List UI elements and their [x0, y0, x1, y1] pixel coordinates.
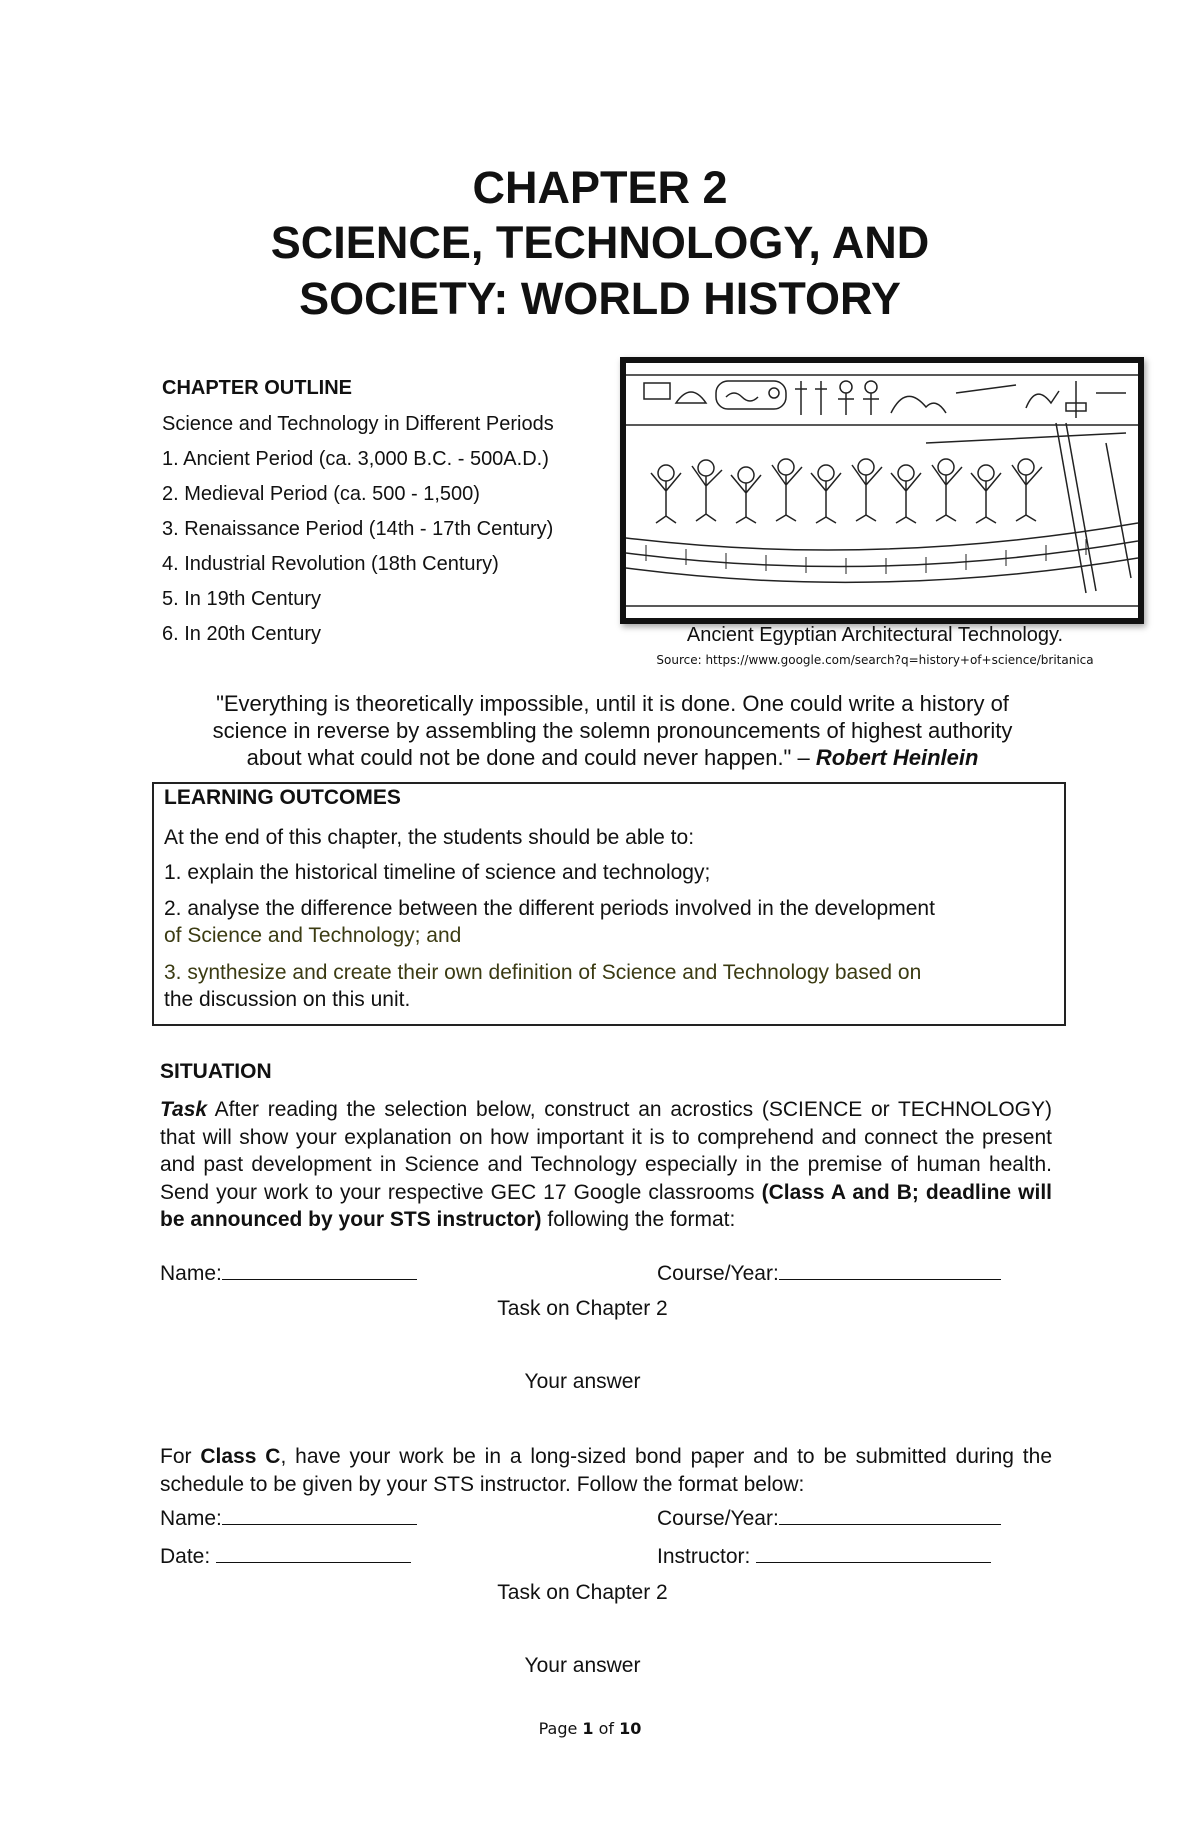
- learning-outcome-text: the discussion on this unit.: [164, 988, 411, 1011]
- course-field: [657, 1261, 1001, 1286]
- name-label: Name:: [160, 1262, 222, 1285]
- page-current: 1: [582, 1719, 594, 1738]
- task-end: following the format:: [541, 1208, 736, 1231]
- date-blank[interactable]: [216, 1544, 411, 1563]
- class-c-label: Class C: [200, 1445, 281, 1468]
- outline-heading: CHAPTER OUTLINE: [162, 377, 352, 399]
- name-field-2: [160, 1506, 417, 1531]
- instructor-label: Instructor:: [657, 1545, 757, 1568]
- outline-subheading: Science and Technology in Different Periods: [162, 413, 554, 435]
- class-c-text: , have your work be in a long-sized bond paper and to be submitted during the schedule to be given by your STS instructor. Follow the format below:: [160, 1445, 1052, 1496]
- learning-outcome-item: [164, 959, 1054, 1013]
- of-word: of: [593, 1719, 620, 1738]
- page-title-line-1: SCIENCE, TECHNOLOGY, AND: [270, 217, 930, 268]
- quote-text: about what could not be done and could never happen." –: [246, 745, 810, 770]
- learning-outcome-text: 2. analyse the difference between the different periods involved in the development: [164, 897, 935, 920]
- name-blank[interactable]: [222, 1261, 417, 1280]
- quote-line: "Everything is theoretically impossible, until it is done. One could write a history of: [216, 691, 1009, 716]
- outline-item: 2. Medieval Period (ca. 500 - 1,500): [162, 483, 480, 505]
- course-blank[interactable]: [779, 1261, 1001, 1280]
- page-title-line-2: SOCIETY: WORLD HISTORY: [299, 273, 901, 324]
- egyptian-relief-drawing: [626, 363, 1138, 618]
- page-number: [0, 1719, 1190, 1738]
- situation-heading: SITUATION: [160, 1060, 272, 1083]
- instructor-blank[interactable]: [756, 1544, 991, 1563]
- task-text: After reading the selection below, construct an acrostics (SCIENCE or TECHNOLOGY) that will show your explanation on how important it is to comprehend and connect the present and past development in Science and Technology especially in the premise of human health. Send your work to your respective GEC 17 Google classrooms: [160, 1098, 1052, 1204]
- quote-line-last: [160, 744, 1065, 771]
- page-word: Page: [538, 1719, 583, 1738]
- figure-caption: Ancient Egyptian Architectural Technology.: [686, 624, 1064, 646]
- course-field-2: [657, 1506, 1001, 1531]
- learning-outcome-item: [164, 895, 1054, 949]
- page-total: 10: [619, 1719, 642, 1738]
- figure-source: Source: https://www.google.com/search?q=history+of+science/britanica: [656, 653, 1094, 667]
- learning-outcome-item: 1. explain the historical timeline of science and technology;: [164, 861, 711, 884]
- chapter-number: CHAPTER 2: [472, 162, 728, 213]
- learning-outcomes-heading: LEARNING OUTCOMES: [164, 786, 401, 809]
- outline-item: 5. In 19th Century: [162, 588, 321, 610]
- class-c-paragraph: [160, 1443, 1052, 1498]
- outline-item: 3. Renaissance Period (14th - 17th Century): [162, 518, 554, 540]
- class-c-pre: For: [160, 1445, 201, 1468]
- task-label: Task: [160, 1098, 208, 1121]
- name-label: Name:: [160, 1507, 222, 1530]
- learning-outcome-text: 3. synthesize and create their own definition of Science and Technology based on: [164, 961, 922, 984]
- outline-item: 4. Industrial Revolution (18th Century): [162, 553, 499, 575]
- task-title: Task on Chapter 2: [497, 1297, 668, 1320]
- course-label: Course/Year:: [657, 1262, 779, 1285]
- instructor-field: [657, 1544, 991, 1569]
- learning-outcomes-box: [152, 782, 1066, 1026]
- task-title-2: Task on Chapter 2: [497, 1581, 668, 1604]
- task-paragraph: [160, 1096, 1052, 1234]
- answer-placeholder: Your answer: [524, 1370, 641, 1393]
- quote-line: science in reverse by assembling the solemn pronouncements of highest authority: [212, 718, 1013, 743]
- name-blank[interactable]: [222, 1506, 417, 1525]
- quote-author: Robert Heinlein: [815, 745, 979, 770]
- answer-placeholder-2: Your answer: [524, 1654, 641, 1677]
- date-label: Date:: [160, 1545, 217, 1568]
- egyptian-relief-image: [620, 357, 1144, 624]
- learning-outcomes-intro: At the end of this chapter, the students should be able to:: [164, 826, 695, 849]
- task-bold: (Class A and B; deadline will be announced by your STS instructor): [160, 1180, 1052, 1231]
- learning-outcome-text: of Science and Technology; and: [164, 924, 462, 947]
- course-blank[interactable]: [779, 1506, 1001, 1525]
- outline-item: 1. Ancient Period (ca. 3,000 B.C. - 500A.D.): [162, 448, 549, 470]
- date-field: [160, 1544, 411, 1569]
- outline-item: 6. In 20th Century: [162, 623, 321, 645]
- name-field: [160, 1261, 417, 1286]
- course-label: Course/Year:: [657, 1507, 779, 1530]
